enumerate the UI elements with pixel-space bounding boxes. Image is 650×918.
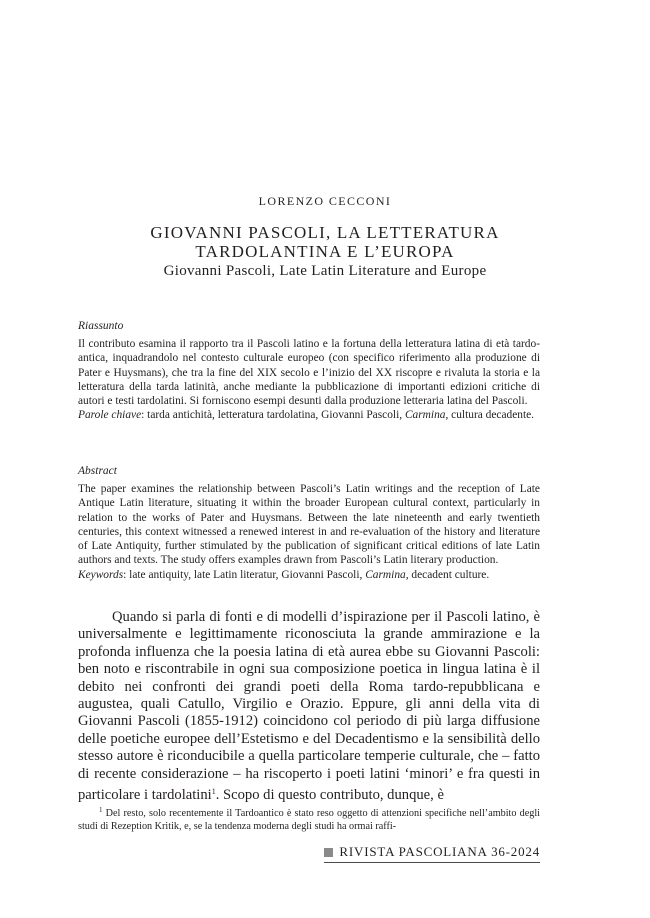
abstract-heading: Abstract bbox=[78, 465, 117, 477]
body-paragraph bbox=[78, 609, 540, 804]
keywords-italic: Carmina bbox=[404, 409, 446, 422]
keywords-end: , decadent culture. bbox=[405, 568, 490, 581]
abstract-keywords bbox=[78, 568, 540, 582]
footnote bbox=[78, 804, 540, 833]
title-line-2: TARDOLANTINA E L’EUROPA bbox=[195, 242, 455, 261]
body-text: Quando si parla di fonti e di modelli d’ispirazione per il Pascoli latino, è universalmente e legittimamente riconosciuta la grande ammirazione e la profonda influenza che la poesia latina di età aurea ebbe su Giovanni Pascoli: ben noto e riscontrabile in ogni sua composizione poetica in lingua latina è il debito nei confronti dei grandi poeti della Roma tardo-repubblicana e augustea, quali Catullo, Virgilio e Orazio. Eppure, gli anni della vita di Giovanni Pascoli (1855-1912) coincidono col periodo di più larga diffusione delle poetiche europee dell’Estetismo e del Decadentismo e la sensibilità dello stesso autore è riconducibile a quella particolare temperie culturale, che – fatto di recente considerazione – ha riscoperto i poeti latini ‘minori’ e fra questi in particolare i tardolatini bbox=[78, 609, 540, 804]
keywords-end: , cultura decadente. bbox=[445, 409, 535, 422]
article-subtitle: Giovanni Pascoli, Late Latin Literature and Europe bbox=[163, 263, 487, 279]
keywords-text: : late antiquity, late Latin literatur, Giovanni Pascoli, bbox=[123, 568, 366, 581]
riassunto-keywords bbox=[78, 408, 540, 422]
abstract-text: The paper examines the relationship between Pascoli’s Latin writings and the reception of Late Antique Latin literature, situating it within the broader European cultural context, particularly in relation to the works of Pater and Huysmans. Between the late nineteenth and early twentieth centuries, this context witnessed a renewed interest in and re-evaluation of the history and literature of Late Antiquity, further stimulated by the publication of significant critical editions of late Latin authors and texts. The study offers examples drawn from Pascoli’s Latin literary production. bbox=[78, 483, 540, 567]
keywords-label: Keywords bbox=[78, 568, 124, 581]
author-name: LORENZO CECCONI bbox=[258, 194, 392, 208]
riassunto-section bbox=[78, 319, 540, 423]
keywords-label: Parole chiave bbox=[78, 409, 142, 422]
riassunto-text: Il contributo esamina il rapporto tra il Pascoli latino e la fortuna della letteratura latina di età tardo-antica, inquadrandolo nel contesto culturale europeo (con specifico riferimento alla produzione di Pater e Huysmans), che tra la fine del XIX secolo e l’inizio del XX riscopre e rivaluta la storia e la letteratura della tarda latinità, anche mediante la pubblicazione di importanti edizioni critiche di autori e testi tardolatini. Si forniscono esempi desunti dalla produzione letteraria latina del Pascoli. bbox=[78, 338, 540, 408]
footnote-marker: 1 bbox=[99, 806, 103, 814]
riassunto-heading: Riassunto bbox=[78, 320, 124, 332]
journal-name: RIVISTA PASCOLIANA 36-2024 bbox=[339, 844, 540, 859]
footer-rule bbox=[324, 862, 540, 863]
footnote-reference[interactable]: 1 bbox=[211, 787, 216, 797]
square-icon bbox=[324, 848, 333, 857]
body-text-end: . Scopo di questo contributo, dunque, è bbox=[215, 787, 444, 804]
footnote-text: Del resto, solo recentemente il Tardoantico è stato reso oggetto di attenzioni specifiche nell’ambito degli studi di Rezeption Kritik, e, se la tendenza moderna degli studi ha ormai raffi- bbox=[78, 808, 540, 832]
keywords-text: : tarda antichità, letteratura tardolatina, Giovanni Pascoli, bbox=[141, 409, 405, 422]
running-footer bbox=[324, 844, 540, 860]
title-line-1: GIOVANNI PASCOLI, LA LETTERATURA bbox=[150, 223, 500, 242]
keywords-italic: Carmina bbox=[365, 568, 406, 581]
article-title bbox=[0, 223, 650, 261]
abstract-section bbox=[78, 464, 540, 582]
